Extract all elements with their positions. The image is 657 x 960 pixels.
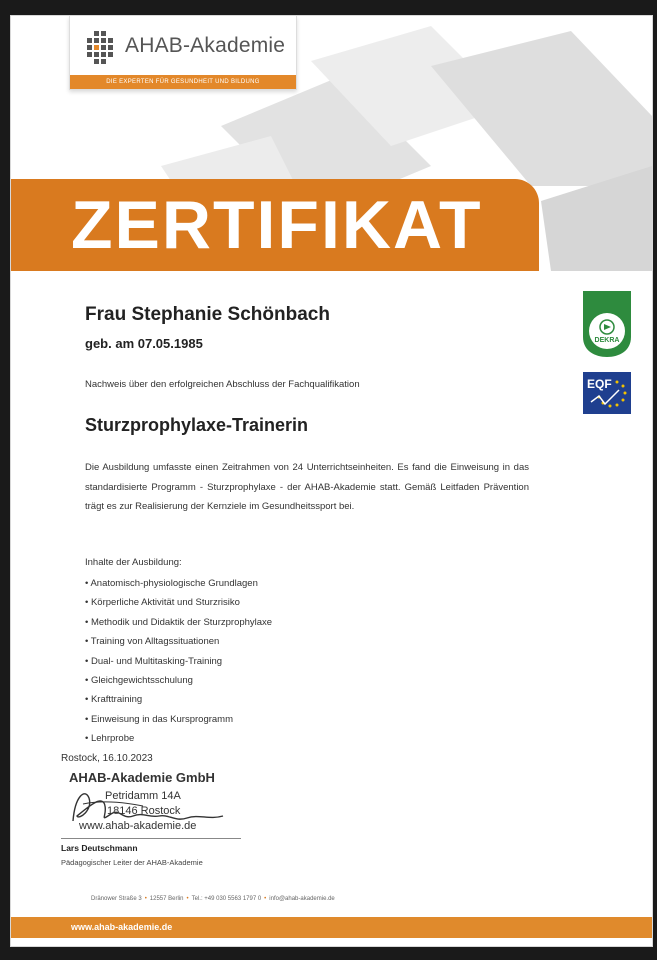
recipient-name: Frau Stephanie Schönbach	[85, 304, 330, 325]
footer-address: Dränower Straße 3 • 12557 Berlin • Tel.: +49 030 5563 1797 0 • info@ahab-akademie.de	[91, 896, 335, 902]
signer-role: Pädagogischer Leiter der AHAB-Akademie	[61, 858, 203, 867]
title-band	[11, 179, 539, 271]
proof-text: Nachweis über den erfolgreichen Abschluss der Fachqualifikation	[85, 379, 360, 390]
eqf-label: EQF	[587, 377, 612, 391]
address-phone: Tel.: +49 030 5563 1797 0	[191, 896, 262, 902]
list-item: • Dual- und Multitasking-Training	[85, 652, 272, 671]
signer-name: Lars Deutschmann	[61, 843, 138, 853]
contents-list	[85, 574, 272, 749]
course-description: Die Ausbildung umfasste einen Zeitrahmen von 24 Unterrichtseinheiten. Es fand die Einweisung in das standardisierte Programm - Sturzprophylaxe - der AHAB-Akademie statt. Gemäß Leitfaden Prävention trägt es zur Realisierung der Kernziele im Gesundheitssport bei.	[85, 462, 529, 512]
dekra-seal-icon	[583, 291, 631, 357]
handwritten-signature	[63, 776, 233, 836]
place-date: Rostock, 16.10.2023	[61, 753, 153, 764]
contents-heading: Inhalte der Ausbildung:	[85, 557, 182, 568]
logo-grid-icon	[82, 29, 118, 65]
stamp-website: www.ahab-akademie.de	[79, 820, 197, 832]
footer-bar	[11, 917, 652, 938]
list-item: • Einweisung in das Kursprogramm	[85, 710, 272, 729]
certificate-page	[10, 15, 653, 947]
signature-line	[61, 838, 241, 839]
address-street: Dränower Straße 3	[91, 896, 142, 902]
eqf-badge-icon	[583, 372, 631, 414]
dekra-label: DEKRA	[594, 337, 620, 344]
list-item: • Körperliche Aktivität und Sturzrisiko	[85, 593, 272, 612]
ahab-logo	[69, 16, 297, 90]
footer-website-link[interactable]: www.ahab-akademie.de	[71, 922, 173, 932]
list-item: • Anatomisch-physiologische Grundlagen	[85, 574, 272, 593]
stamp-company-name: AHAB-Akademie GmbH	[69, 770, 215, 785]
logo-tagline: DIE EXPERTEN FÜR GESUNDHEIT UND BILDUNG	[70, 75, 296, 89]
address-email: info@ahab-akademie.de	[269, 896, 335, 902]
list-item: • Training von Alltagssituationen	[85, 632, 272, 651]
list-item: • Methodik und Didaktik der Sturzprophylaxe	[85, 613, 272, 632]
list-item: • Lehrprobe	[85, 729, 272, 748]
birth-date: geb. am 07.05.1985	[85, 336, 203, 351]
list-item: • Krafttraining	[85, 690, 272, 709]
address-postal: 12557 Berlin	[149, 896, 184, 902]
certificate-title: ZERTIFIKAT	[71, 187, 483, 263]
list-item: • Gleichgewichtsschulung	[85, 671, 272, 690]
qualification-title: Sturzprophylaxe-Trainerin	[85, 415, 309, 435]
stamp-city: 18146 Rostock	[107, 805, 181, 817]
stamp-street: Petridamm 14A	[105, 790, 181, 802]
logo-name: AHAB-Akademie	[125, 34, 286, 57]
